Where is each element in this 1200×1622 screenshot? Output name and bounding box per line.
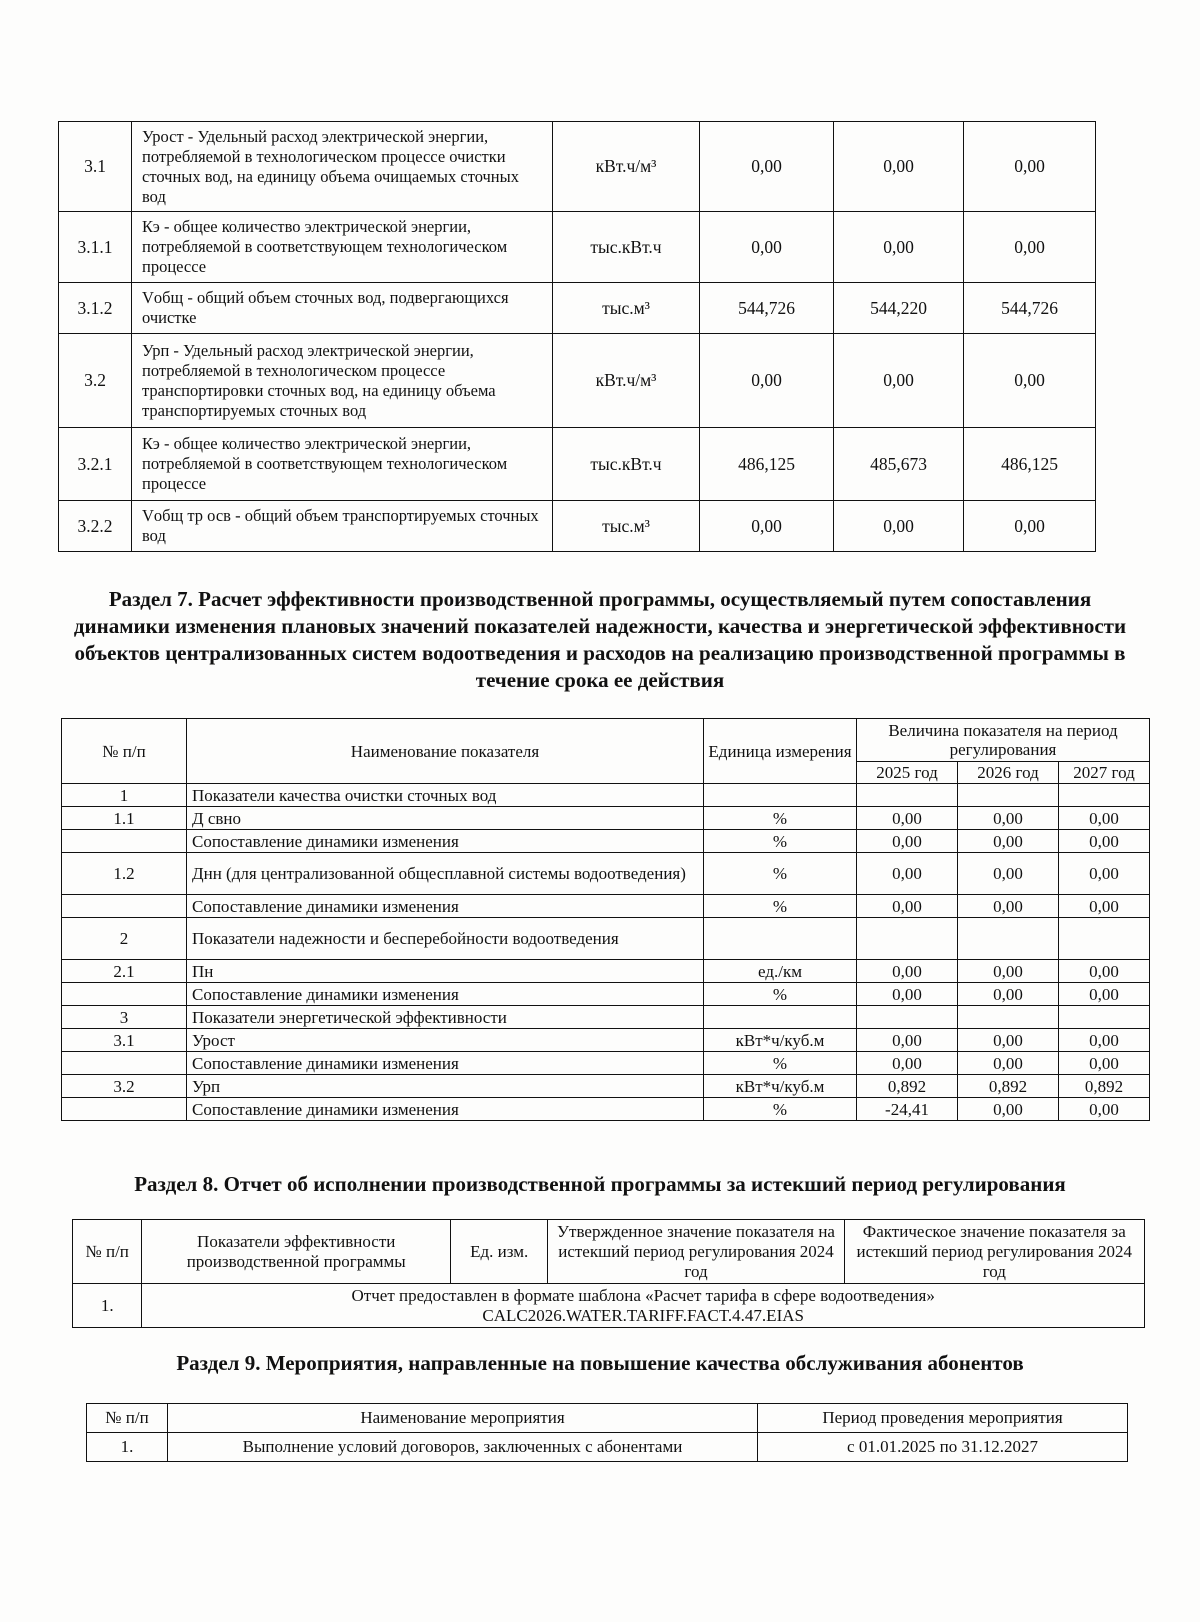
indicator-name: Урп [187, 1075, 704, 1098]
value-2025: 0,00 [857, 895, 958, 918]
table-row [62, 960, 1150, 983]
table-row [59, 334, 1096, 428]
value-2026: 0,00 [958, 807, 1059, 830]
value-2027: 0,00 [1059, 1098, 1150, 1121]
row-number: 2 [62, 918, 187, 960]
section-8-table [72, 1219, 1145, 1328]
header-num: № п/п [73, 1220, 142, 1284]
header-name: Показатели эффективности производственной программы [142, 1220, 451, 1284]
table-row [62, 983, 1150, 1006]
unit-cell: % [704, 1052, 857, 1075]
row-number: 3.1.2 [59, 283, 132, 334]
table-row [87, 1433, 1128, 1462]
value-2027: 0,00 [1059, 960, 1150, 983]
indicator-name: Сопоставление динамики изменения [187, 1052, 704, 1075]
unit-cell: % [704, 807, 857, 830]
row-number: 3.2.1 [59, 428, 132, 501]
value-2027: 0,00 [1059, 807, 1150, 830]
row-number: 3.2.2 [59, 501, 132, 552]
row-number [62, 895, 187, 918]
value-2026: 0,00 [958, 1098, 1059, 1121]
indicator-name: Урост [187, 1029, 704, 1052]
report-note-line1: Отчет предоставлен в формате шаблона «Расчет тарифа в сфере водоотведения» [351, 1285, 935, 1305]
value-2026: 0,00 [958, 960, 1059, 983]
section-7-heading: Раздел 7. Расчет эффективности производственной программы, осуществляемый путем сопоставления динамики изменения плановых значений показателей надежности, качества и энергетической эффективности объектов централизованных систем водоотведения и расходов на реализацию производственной программы в течение срока ее действия [73, 587, 1127, 692]
table-row [62, 1098, 1150, 1121]
value-2026: 0,892 [958, 1075, 1059, 1098]
unit-cell: кВт.ч/м³ [553, 122, 700, 212]
unit-cell [704, 918, 857, 960]
indicator-name: Сопоставление динамики изменения [187, 830, 704, 853]
table-row [62, 853, 1150, 895]
value-2027: 0,00 [964, 501, 1096, 552]
table-row [59, 501, 1096, 552]
unit-cell: % [704, 830, 857, 853]
value-2027 [1059, 918, 1150, 960]
energy-indicators-table [58, 121, 1096, 552]
value-2027: 0,00 [1059, 1052, 1150, 1075]
value-2025: 544,726 [700, 283, 834, 334]
unit-cell: ед./км [704, 960, 857, 983]
unit-cell: тыс.м³ [553, 283, 700, 334]
table-row [62, 895, 1150, 918]
header-year-2027: 2027 год [1059, 762, 1150, 784]
table-row [62, 1052, 1150, 1075]
header-period: Период проведения мероприятия [758, 1404, 1128, 1433]
header-approved: Утвержденное значение показателя на истекший период регулирования 2024 год [548, 1220, 844, 1284]
header-num: № п/п [87, 1404, 168, 1433]
value-2026: 0,00 [958, 1052, 1059, 1075]
row-number [62, 830, 187, 853]
unit-cell: % [704, 983, 857, 1006]
value-2027: 0,00 [964, 122, 1096, 212]
unit-cell: % [704, 1098, 857, 1121]
header-year-2026: 2026 год [958, 762, 1059, 784]
unit-cell: тыс.м³ [553, 501, 700, 552]
table-row [62, 830, 1150, 853]
header-name: Наименование показателя [187, 719, 704, 784]
indicator-name: Д свно [187, 807, 704, 830]
header-year-2025: 2025 год [857, 762, 958, 784]
indicator-name: Кэ - общее количество электрической энергии, потребляемой в соответствующем технологическом процессе [132, 428, 553, 501]
table-row [62, 807, 1150, 830]
table-row [62, 784, 1150, 807]
measure-period: с 01.01.2025 по 31.12.2027 [758, 1433, 1128, 1462]
value-2025: 0,00 [857, 853, 958, 895]
value-2025 [857, 784, 958, 807]
unit-cell: % [704, 853, 857, 895]
value-2025 [857, 918, 958, 960]
value-2026: 0,00 [958, 895, 1059, 918]
value-2025: 0,00 [857, 807, 958, 830]
section-9-table [86, 1403, 1128, 1462]
value-2026: 485,673 [834, 428, 964, 501]
indicator-name: Vобщ тр осв - общий объем транспортируемых сточных вод [132, 501, 553, 552]
report-template-code: CALC2026.WATER.TARIFF.FACT.4.47.EIAS [482, 1305, 804, 1325]
section-8-heading: Раздел 8. Отчет об исполнении производственной программы за истекший период регулирования [134, 1172, 1066, 1196]
row-number [62, 1052, 187, 1075]
row-number: 1. [87, 1433, 168, 1462]
value-2025: 0,00 [700, 501, 834, 552]
header-name: Наименование мероприятия [168, 1404, 758, 1433]
value-2025: 0,00 [700, 334, 834, 428]
header-unit: Ед. изм. [451, 1220, 548, 1284]
unit-cell [704, 1006, 857, 1029]
indicator-name: Сопоставление динамики изменения [187, 983, 704, 1006]
indicator-name: Урп - Удельный расход электрической энергии, потребляемой в технологическом процессе транспортировки сточных вод, на единицу объема транспортируемых сточных вод [132, 334, 553, 428]
unit-cell: кВт*ч/куб.м [704, 1075, 857, 1098]
value-2026: 0,00 [834, 122, 964, 212]
row-number: 1. [73, 1284, 142, 1328]
indicator-name: Пн [187, 960, 704, 983]
table-row [62, 918, 1150, 960]
row-number: 1.2 [62, 853, 187, 895]
header-num: № п/п [62, 719, 187, 784]
table-row [62, 1029, 1150, 1052]
indicator-name: Сопоставление динамики изменения [187, 1098, 704, 1121]
unit-cell: кВт.ч/м³ [553, 334, 700, 428]
section-7-table [61, 718, 1150, 1121]
table-row [59, 122, 1096, 212]
value-2026: 0,00 [834, 212, 964, 283]
indicator-name: Сопоставление динамики изменения [187, 895, 704, 918]
unit-cell: тыс.кВт.ч [553, 212, 700, 283]
value-2026: 0,00 [958, 983, 1059, 1006]
indicator-name: Показатели энергетической эффективности [187, 1006, 704, 1029]
value-2026: 0,00 [958, 853, 1059, 895]
row-number: 1 [62, 784, 187, 807]
row-number [62, 1098, 187, 1121]
unit-cell [704, 784, 857, 807]
section-9-heading: Раздел 9. Мероприятия, направленные на повышение качества обслуживания абонентов [176, 1351, 1024, 1375]
row-number: 2.1 [62, 960, 187, 983]
value-2026 [958, 918, 1059, 960]
value-2027: 0,00 [964, 334, 1096, 428]
header-unit: Единица измерения [704, 719, 857, 784]
value-2027 [1059, 784, 1150, 807]
row-number: 3 [62, 1006, 187, 1029]
table-row [62, 1075, 1150, 1098]
indicator-name: Урост - Удельный расход электрической энергии, потребляемой в технологическом процессе очистки сточных вод, на единицу объема очищаемых сточных вод [132, 122, 553, 212]
row-number: 3.1 [62, 1029, 187, 1052]
row-number: 3.2 [59, 334, 132, 428]
value-2027: 0,00 [1059, 1029, 1150, 1052]
value-2027: 0,892 [1059, 1075, 1150, 1098]
value-2027: 486,125 [964, 428, 1096, 501]
header-actual: Фактическое значение показателя за истекший период регулирования 2024 год [844, 1220, 1144, 1284]
indicator-name: Показатели качества очистки сточных вод [187, 784, 704, 807]
value-2025: 0,00 [857, 960, 958, 983]
value-2027: 0,00 [964, 212, 1096, 283]
value-2026 [958, 1006, 1059, 1029]
value-2025: 0,892 [857, 1075, 958, 1098]
value-2026: 0,00 [834, 501, 964, 552]
indicator-name: Кэ - общее количество электрической энергии, потребляемой в соответствующем технологическом процессе [132, 212, 553, 283]
value-2027: 0,00 [1059, 983, 1150, 1006]
table-row [59, 428, 1096, 501]
row-number: 3.1 [59, 122, 132, 212]
indicator-name: Днн (для централизованной общесплавной системы водоотведения) [187, 853, 704, 895]
value-2027: 0,00 [1059, 830, 1150, 853]
value-2026: 0,00 [958, 830, 1059, 853]
value-2026 [958, 784, 1059, 807]
report-note [142, 1284, 1145, 1328]
value-2025: -24,41 [857, 1098, 958, 1121]
unit-cell: % [704, 895, 857, 918]
value-2025 [857, 1006, 958, 1029]
table-row [62, 1006, 1150, 1029]
unit-cell: кВт*ч/куб.м [704, 1029, 857, 1052]
value-2025: 0,00 [857, 830, 958, 853]
header-period: Величина показателя на период регулирования [857, 719, 1150, 762]
indicator-name: Vобщ - общий объем сточных вод, подвергающихся очистке [132, 283, 553, 334]
table-row [73, 1284, 1145, 1328]
unit-cell: тыс.кВт.ч [553, 428, 700, 501]
value-2027: 0,00 [1059, 853, 1150, 895]
value-2025: 486,125 [700, 428, 834, 501]
value-2027: 544,726 [964, 283, 1096, 334]
value-2025: 0,00 [857, 1029, 958, 1052]
value-2025: 0,00 [700, 122, 834, 212]
value-2027: 0,00 [1059, 895, 1150, 918]
table-row [59, 212, 1096, 283]
value-2026: 0,00 [834, 334, 964, 428]
row-number [62, 983, 187, 1006]
value-2026: 544,220 [834, 283, 964, 334]
value-2025: 0,00 [700, 212, 834, 283]
measure-name: Выполнение условий договоров, заключенных с абонентами [168, 1433, 758, 1462]
value-2027 [1059, 1006, 1150, 1029]
row-number: 1.1 [62, 807, 187, 830]
table-row [59, 283, 1096, 334]
value-2026: 0,00 [958, 1029, 1059, 1052]
value-2025: 0,00 [857, 983, 958, 1006]
row-number: 3.2 [62, 1075, 187, 1098]
value-2025: 0,00 [857, 1052, 958, 1075]
indicator-name: Показатели надежности и бесперебойности водоотведения [187, 918, 704, 960]
row-number: 3.1.1 [59, 212, 132, 283]
